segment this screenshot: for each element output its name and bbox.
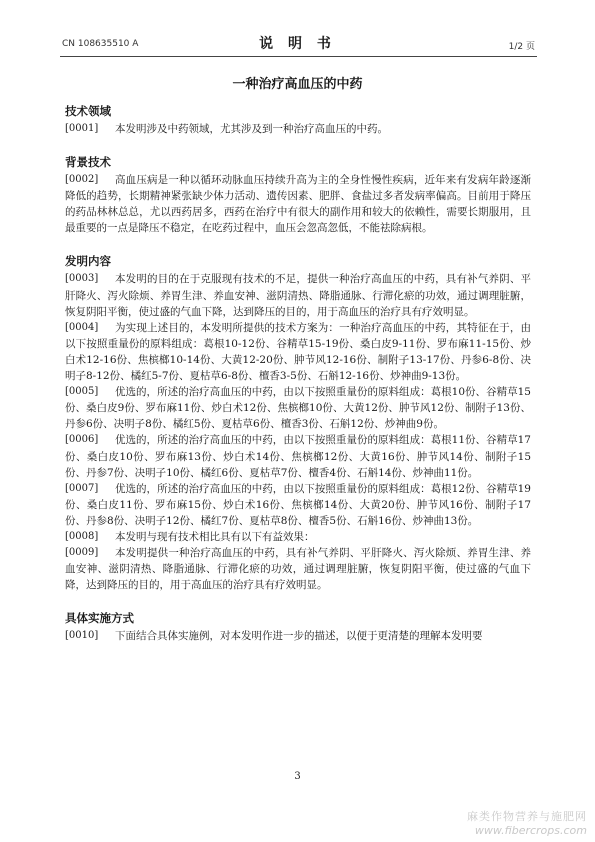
paragraph-number: [0002] — [65, 174, 99, 186]
paragraph-number: [0006] — [65, 434, 99, 446]
section-heading-summary: 发明内容 — [65, 254, 111, 269]
paragraph-0002 — [65, 172, 531, 236]
paragraph-0008 — [65, 529, 531, 545]
paragraph-number: [0008] — [65, 530, 99, 542]
page-indicator: 1/2 页 — [508, 42, 535, 52]
document-title: 一种治疗高血压的中药 — [232, 77, 363, 92]
patent-number: CN 108635510 A — [62, 39, 139, 49]
paragraph-text: 本发明与现有技术相比具有以下有益效果： — [115, 530, 315, 543]
paragraph-0009 — [65, 545, 531, 593]
paragraph-text: 优选的，所述的治疗高血压的中药，由以下按照重量份的原料组成：葛根10份、谷精草15份、桑白皮9份、罗布麻11份、炒白术12份、焦槟榔10份、大黄12份、肿节风12份、制附子13份、丹参6份、决明子8份、橘红5份、夏枯草6份、檀香3份、石斛12份、炒神曲9份。 — [65, 386, 531, 431]
paragraph-text: 本发明的目的在于克服现有技术的不足，提供一种治疗高血压的中药，具有补气养阴、平肝降火、泻火除烦、养胃生津、养血安神、滋阴清热、降脂通脉、行滞化瘀的功效，通过调理脏腑，恢复阴阳平衡，使过盛的气血下降，达到降压的目的，用于高血压的治疗具有疗效明显。 — [65, 273, 531, 318]
paragraph-text: 优选的，所述的治疗高血压的中药，由以下按照重量份的原料组成：葛根11份、谷精草17份、桑白皮10份、罗布麻13份、炒白术14份、焦槟榔12份、大黄16份、肿节风14份、制附子15份、丹参7份、决明子10份、橘红6份、夏枯草7份、檀香4份、石斛14份、炒神曲11份。 — [65, 434, 531, 479]
paragraph-text: 优选的，所述的治疗高血压的中药，由以下按照重量份的原料组成：葛根12份、谷精草19份、桑白皮11份、罗布麻15份、炒白术16份、焦槟榔14份、大黄20份、肿节风16份、制附子17份、丹参8份、决明子12份、橘红7份、夏枯草8份、檀香5份、石斛16份、炒神曲13份。 — [65, 482, 531, 527]
paragraph-0007 — [65, 481, 531, 529]
watermark-url: www.fibercrops.com — [474, 824, 587, 837]
paragraph-0001 — [65, 121, 531, 137]
paragraph-0004 — [65, 320, 531, 384]
paragraph-0010 — [65, 628, 531, 644]
paragraph-text: 本发明提供一种治疗高血压的中药，具有补气养阴、平肝降火、泻火除烦、养胃生津、养血安神、滋阴清热、降脂通脉、行滞化瘀的功效，通过调理脏腑，恢复阴阳平衡，使过盛的气血下降，达到降压的目的，用于高血压的治疗具有疗效明显。 — [65, 547, 531, 592]
paragraph-number: [0010] — [65, 630, 99, 642]
page-number: 3 — [294, 771, 301, 782]
paragraph-text: 本发明涉及中药领域，尤其涉及到一种治疗高血压的中药。 — [115, 123, 388, 135]
paragraph-0003 — [65, 271, 531, 319]
paragraph-number: [0009] — [65, 547, 99, 559]
paragraph-0006 — [65, 432, 531, 480]
section-heading-background: 背景技术 — [65, 155, 111, 170]
paragraph-text: 高血压病是一种以循环动脉血压持续升高为主的全身性慢性疾病，近年来有发病年龄逐渐降低的趋势，长期精神紧张缺少体力活动、遗传因素、肥胖、食盐过多者发病率偏高。目前用于降压的药品林林总总，尤以西药居多，西药在治疗中有很大的副作用和较大的依赖性，需要长期服用，且最重要的一点是降压不稳定，在吃药过程中，血压会忽高忽低，不能祛除病根。 — [65, 174, 531, 235]
document-body — [65, 104, 531, 644]
watermark-site-name: 麻类作物营养与施肥网 — [467, 810, 587, 823]
header-divider — [60, 56, 537, 57]
document-type: 说 明 书 — [259, 36, 336, 52]
paragraph-number: [0003] — [65, 273, 99, 285]
section-heading-technical-field: 技术领域 — [65, 104, 111, 118]
paragraph-text: 下面结合具体实施例，对本发明作进一步的描述，以便于更清楚的理解本发明要 — [115, 630, 483, 643]
watermark — [467, 808, 587, 837]
paragraph-number: [0007] — [65, 482, 99, 494]
section-heading-embodiments: 具体实施方式 — [65, 611, 134, 626]
paragraph-number: [0005] — [65, 386, 99, 398]
paragraph-number: [0004] — [65, 321, 99, 333]
paragraph-text: 为实现上述目的，本发明所提供的技术方案为：一种治疗高血压的中药，其特征在于，由以下按照重量份的原料组成：葛根10-12份、谷精草15-19份、桑白皮9-11份、罗布麻11-15份、炒白术12-16份、焦槟榔10-14份、大黄12-20份、肿节风12-16份、制附子13-17份、丹参6-8份、决明子8-12份、橘红5-7份、夏枯草6-8份、檀香3-5份、石斛12-16份、炒神曲9-13份。 — [65, 321, 531, 383]
paragraph-0005 — [65, 384, 531, 432]
paragraph-number: [0001] — [65, 123, 99, 134]
